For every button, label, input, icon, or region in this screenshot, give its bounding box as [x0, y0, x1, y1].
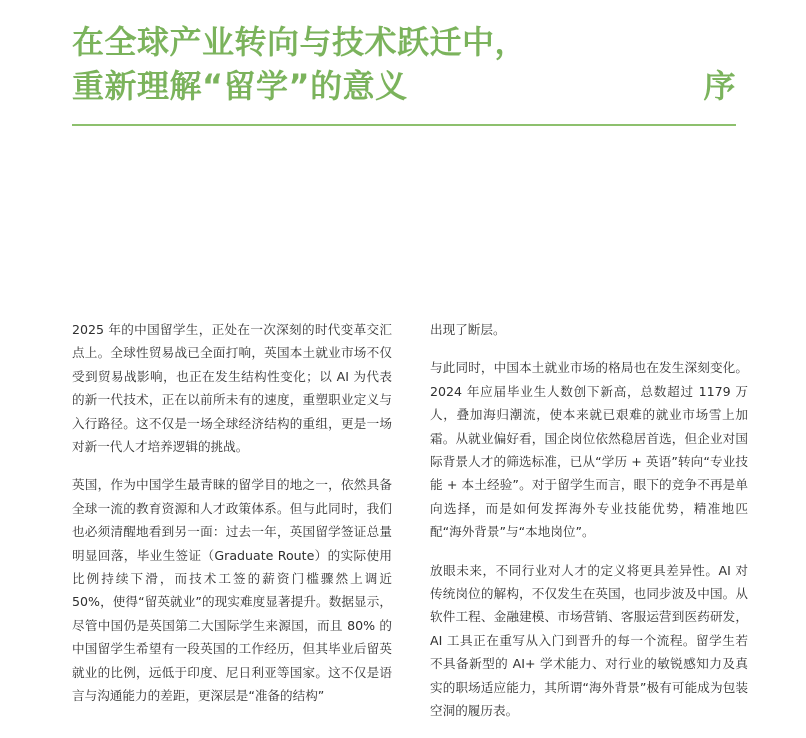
title-divider — [72, 124, 736, 126]
paragraph: 英国，作为中国学生最青睐的留学目的地之一，依然具备全球一流的教育资源和人才政策体系。但与此同时，我们也必须清醒地看到另一面：过去一年，英国留学签证总量明显回落，毕业生签证（Graduate Route）的实际使用比例持续下滑，而技术工签的薪资门槛骤然上调近 50%，使得“留英就业”的现实难度显著提升。数据显示，尽管中国仍是英国第二大国际学生来源国，而且 80% 的中国留学生希望有一段英国的工作经历，但其毕业后留英就业的比例，远低于印度、尼日利亚等国家。这不仅是语言与沟通能力的差距，更深层是“准备的结构” — [72, 477, 392, 704]
right-column — [430, 318, 748, 738]
page-title-line-1: 在全球产业转向与技术跃迁中， — [72, 23, 528, 61]
paragraph: 与此同时，中国本土就业市场的格局也在发生深刻变化。2024 年应届毕业生人数创下新高，总数超过 1179 万人，叠加海归潮流，使本来就已艰难的就业市场雪上加霜。从就业偏好看，国企岗位依然稳居首选，但企业对国际背景人才的筛选标准，已从“学历 + 英语”转向“专业技能 + 本土经验”。对于留学生而言，眼下的竞争不再是单向选择，而是如何发挥海外专业技能优势，精准地匹配“海外背景”与“本地岗位”。 — [430, 360, 748, 540]
paragraph: 2025 年的中国留学生，正处在一次深刻的时代变革交汇点上。全球性贸易战已全面打响，英国本土就业市场不仅受到贸易战影响，也正在发生结构性变化；以 AI 为代表的新一代技术，正在以前所未有的速度，重塑职业定义与入行路径。这不仅是一场全球经济结构的重组，更是一场对新一代人才培养逻辑的挑战。 — [72, 322, 392, 455]
paragraph: 放眼未来，不同行业对人才的定义将更具差异性。AI 对传统岗位的解构，不仅发生在英国，也同步波及中国。从软件工程、金融建模、市场营销、客服运营到医药研发，AI 工具正在重写从入门到晋升的每一个流程。留学生若不具备新型的 AI+ 学术能力、对行业的敏锐感知力及真实的职场适应能力，其所谓“海外背景”极有可能成为包装空洞的履历表。 — [430, 562, 748, 719]
page-title-line-2-row — [72, 64, 742, 108]
paragraph: 出现了断层。 — [430, 322, 506, 337]
section-label: 序 — [703, 67, 736, 105]
title-block — [72, 20, 742, 108]
left-column — [72, 318, 392, 723]
page-title-line-2: 重新理解“留学”的意义 — [72, 67, 408, 105]
